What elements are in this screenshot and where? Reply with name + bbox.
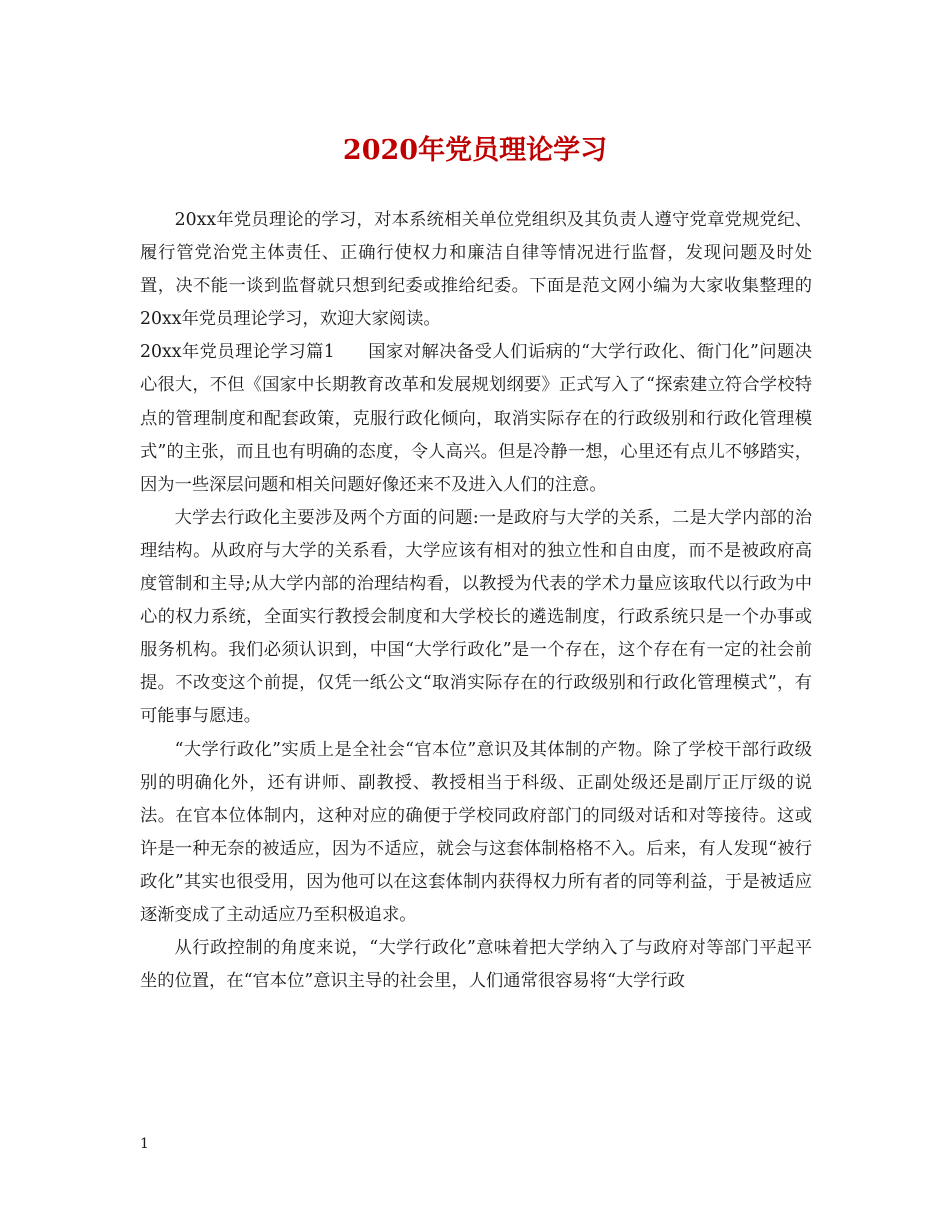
document-body	[140, 204, 812, 998]
section-paragraph-1	[140, 336, 812, 501]
page-number: 1	[140, 1136, 149, 1152]
paragraph-3: “大学行政化”实质上是全社会“官本位”意识及其体制的产物。除了学校干部行政级别的明确化外，还有讲师、副教授、教授相当于科级、正副处级还是副厅正厅级的说法。在官本位体制内，这种对应的确便于学校同政府部门的同级对话和对等接待。这或许是一种无奈的被适应，因为不适应，就会与这套体制格格不入。后来，有人发现“被行政化”其实也很受用，因为他可以在这套体制内获得权力所有者的同等利益，于是被适应逐渐变成了主动适应乃至积极追求。	[140, 739, 812, 925]
section-heading: 20xx年党员理论学习篇1	[140, 342, 335, 363]
paragraph-2: 大学去行政化主要涉及两个方面的问题:一是政府与大学的关系，二是大学内部的治理结构。从政府与大学的关系看，大学应该有相对的独立性和自由度，而不是被政府高度管制和主导;从大学内部的治理结构看，以教授为代表的学术力量应该取代以行政为中心的权力系统，全面实行教授会制度和大学校长的遴选制度，行政系统只是一个办事或服务机构。我们必须认识到，中国“大学行政化”是一个存在，这个存在有一定的社会前提。不改变这个前提，仅凭一纸公文“取消实际存在的行政级别和行政化管理模式”，有可能事与愿违。	[140, 507, 812, 727]
intro-paragraph: 20xx年党员理论的学习，对本系统相关单位党组织及其负责人遵守党章党规党纪、履行管党治党主体责任、正确行使权力和廉洁自律等情况进行监督，发现问题及时处置，决不能一谈到监督就只想到纪委或推给纪委。下面是范文网小编为大家收集整理的20xx年党员理论学习，欢迎大家阅读。	[140, 210, 812, 330]
paragraph-4: 从行政控制的角度来说，“大学行政化”意味着把大学纳入了与政府对等部门平起平坐的位置，在“官本位”意识主导的社会里，人们通常很容易将“大学行政	[140, 938, 812, 992]
document-title: 2020年党员理论学习	[342, 135, 608, 166]
section-paragraph-text: 国家对解决备受人们诟病的“大学行政化、衙门化”问题决心很大，不但《国家中长期教育改革和发展规划纲要》正式写入了“探索建立符合学校特点的管理制度和配套政策，克服行政化倾向，取消实际存在的行政级别和行政化管理模式”的主张，而且也有明确的态度，令人高兴。但是冷静一想，心里还有点儿不够踏实，因为一些深层问题和相关问题好像还来不及进入人们的注意。	[140, 342, 813, 495]
